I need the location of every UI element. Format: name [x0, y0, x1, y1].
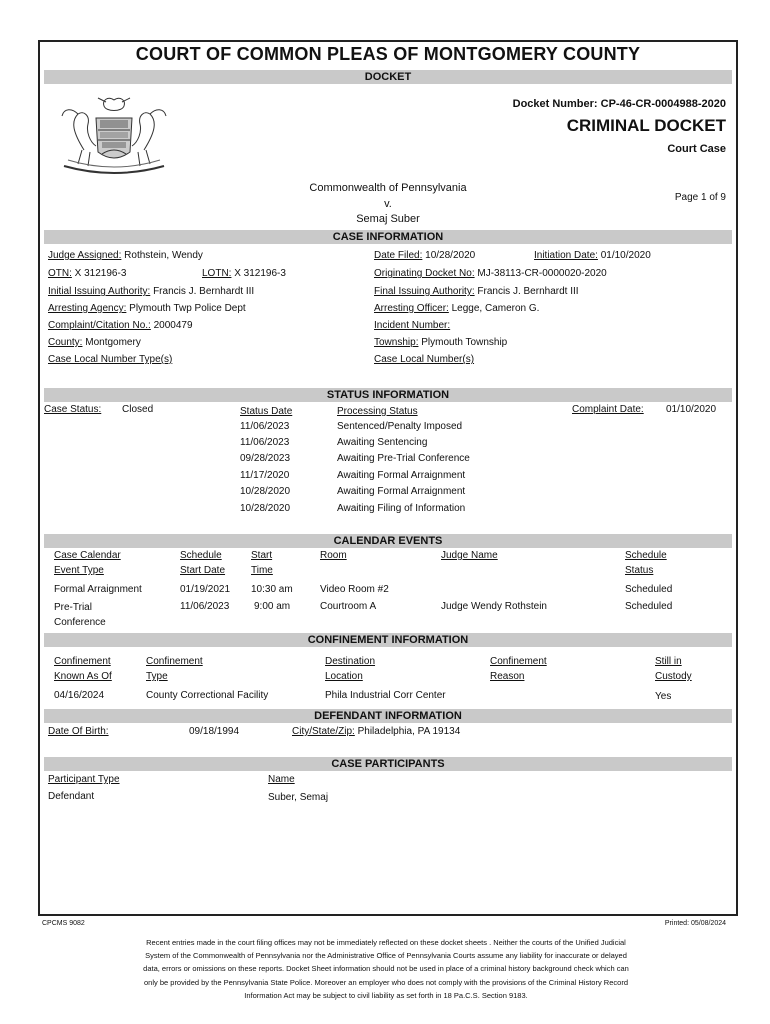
judge-row	[48, 250, 203, 261]
confinement-known-as-of-header: Confinement	[54, 656, 111, 667]
schedule-start-date-header: Schedule	[180, 550, 222, 561]
docket-number: Docket Number: CP-46-CR-0004988-2020	[512, 98, 726, 110]
status-date: 10/28/2020	[240, 503, 291, 514]
arresting-agency-value: Plymouth Twp Police Dept	[129, 303, 246, 314]
initiation-date-row	[534, 250, 651, 261]
status-date: 09/28/2023	[240, 453, 291, 464]
form-number: CPCMS 9082	[42, 920, 85, 927]
confinement-reason-header: Reason	[490, 671, 525, 682]
originating-docket-value: MJ-38113-CR-0000020-2020	[477, 268, 607, 279]
final-issuing-label: Final Issuing Authority:	[374, 286, 475, 297]
initiation-date-value: 01/10/2020	[600, 250, 651, 261]
complaint-date-value: 01/10/2020	[666, 404, 717, 415]
event-type-header: Event Type	[54, 565, 104, 576]
destination-location: Phila Industrial Corr Center	[325, 690, 446, 701]
confinement-known-as-of-header: Known As Of	[54, 671, 112, 682]
confinement-type-header: Confinement	[146, 656, 203, 667]
calendar-room: Video Room #2	[320, 584, 389, 595]
initiation-date-label: Initiation Date:	[534, 250, 598, 261]
status-date: 11/06/2023	[240, 421, 290, 432]
complaint-number-value: 2000479	[153, 320, 193, 331]
date-filed-value: 10/28/2020	[425, 250, 476, 261]
participant-type-header: Participant Type	[48, 774, 120, 785]
disclaimer	[80, 936, 692, 1002]
schedule-status-header: Schedule	[625, 550, 667, 561]
status-date: 11/06/2023	[240, 437, 290, 448]
lotn-row	[202, 268, 286, 279]
originating-docket-label: Originating Docket No:	[374, 268, 475, 279]
confinement-known-as-of: 04/16/2024	[54, 690, 105, 701]
complaint-number-row	[48, 320, 193, 331]
dob-value: 09/18/1994	[189, 726, 240, 737]
judge-value: Rothstein, Wendy	[124, 250, 203, 261]
city-state-zip-row	[292, 726, 460, 737]
case-kind: Court Case	[667, 143, 726, 155]
case-participants-bar: CASE PARTICIPANTS	[44, 757, 732, 771]
calendar-start-date: 01/19/2021	[180, 584, 231, 595]
township-label: Township:	[374, 337, 419, 348]
complaint-number-label: Complaint/Citation No.:	[48, 320, 151, 331]
lotn-value: X 312196-3	[234, 268, 286, 279]
processing-status-header: Processing Status	[337, 406, 418, 417]
disclaimer-line: Information Act may be subject to civil liability as set forth in 18 Pa.C.S. Section 9183.	[244, 990, 528, 1000]
initial-issuing-label: Initial Issuing Authority:	[48, 286, 151, 297]
court-title: COURT OF COMMON PLEAS OF MONTGOMERY COUNTY	[135, 44, 641, 64]
printed-date: Printed: 05/08/2024	[664, 920, 726, 927]
arresting-agency-label: Arresting Agency:	[48, 303, 127, 314]
event-type-header: Case Calendar	[54, 550, 121, 561]
document-type: CRIMINAL DOCKET	[566, 116, 726, 135]
otn-value: X 312196-3	[74, 268, 127, 279]
status-date: 11/17/2020	[240, 470, 290, 481]
caption-plaintiff: Commonwealth of Pennsylvania	[309, 182, 467, 194]
destination-location-header: Location	[325, 671, 363, 682]
page-number: Page 1 of 9	[674, 192, 726, 203]
arresting-officer-label: Arresting Officer:	[374, 303, 449, 314]
lotn-label: LOTN:	[202, 268, 232, 279]
otn-label: OTN:	[48, 268, 72, 279]
initial-issuing-row	[48, 286, 254, 297]
date-filed-label: Date Filed:	[374, 250, 423, 261]
otn-row	[48, 268, 126, 279]
date-filed-row	[374, 250, 475, 261]
county-label: County:	[48, 337, 83, 348]
caption-versus: v.	[384, 198, 392, 210]
processing-status: Awaiting Formal Arraignment	[337, 486, 466, 497]
arresting-agency-row	[48, 303, 246, 314]
confinement-type-header: Type	[146, 671, 168, 682]
still-in-custody: Yes	[655, 691, 672, 702]
calendar-events-bar: CALENDAR EVENTS	[44, 534, 732, 548]
processing-status: Awaiting Sentencing	[337, 437, 428, 448]
calendar-start-time: 10:30 am	[251, 584, 293, 595]
city-state-zip-label: City/State/Zip:	[292, 726, 355, 737]
start-time-header: Time	[251, 565, 273, 576]
county-row	[48, 337, 141, 348]
confinement-reason-header: Confinement	[490, 656, 547, 667]
confinement-information-bar: CONFINEMENT INFORMATION	[44, 633, 732, 647]
county-value: Montgomery	[85, 337, 141, 348]
schedule-status-header: Status	[625, 565, 654, 576]
disclaimer-line: System of the Commonwealth of Pennsylvania nor the Administrative Office of Pennsylvania Courts assume any liability for inaccurate or delayed	[145, 951, 627, 961]
case-status-value: Closed	[122, 404, 154, 415]
final-issuing-row	[374, 286, 579, 297]
processing-status: Awaiting Filing of Information	[337, 503, 466, 514]
calendar-judge: Judge Wendy Rothstein	[441, 601, 547, 612]
caption-defendant: Semaj Suber	[356, 213, 420, 225]
disclaimer-line: data, errors or omissions on these reports. Docket Sheet information should not be used in place of a criminal history background check which can	[143, 964, 629, 974]
docket-page	[38, 40, 738, 916]
defendant-information-bar: DEFENDANT INFORMATION	[44, 709, 732, 723]
docket-bar: DOCKET	[44, 70, 732, 84]
participant-name: Suber, Semaj	[268, 792, 329, 803]
township-value: Plymouth Township	[421, 337, 508, 348]
dob-label: Date Of Birth:	[48, 726, 109, 737]
case-status-label: Case Status:	[44, 404, 102, 415]
status-date-header: Status Date	[240, 406, 293, 417]
participant-type: Defendant	[48, 791, 95, 802]
status-date: 10/28/2020	[240, 486, 291, 497]
calendar-start-date: 11/06/2023	[180, 601, 230, 612]
case-local-number-label: Case Local Number(s)	[374, 354, 475, 365]
confinement-type: County Correctional Facility	[146, 690, 269, 701]
participant-name-header: Name	[268, 774, 295, 785]
room-header: Room	[320, 550, 347, 561]
calendar-start-time: 9:00 am	[254, 601, 291, 612]
township-row	[374, 337, 507, 348]
calendar-event-type: Formal Arraignment	[54, 584, 142, 595]
arresting-officer-row	[374, 303, 539, 314]
initial-issuing-value: Francis J. Bernhardt III	[153, 286, 255, 297]
judge-name-header: Judge Name	[441, 550, 498, 561]
still-in-custody-header: Custody	[655, 671, 692, 682]
disclaimer-line: Recent entries made in the court filing offices may not be immediately reflected on these docket sheets . Neither the courts of the Unified Judicial	[146, 938, 626, 947]
processing-status: Awaiting Formal Arraignment	[337, 470, 466, 481]
calendar-status: Scheduled	[625, 584, 673, 595]
arresting-officer-value: Legge, Cameron G.	[451, 303, 540, 314]
calendar-room: Courtroom A	[320, 601, 377, 612]
start-time-header: Start	[251, 550, 273, 561]
status-information-bar: STATUS INFORMATION	[44, 388, 732, 402]
case-local-number-type-label: Case Local Number Type(s)	[48, 354, 173, 365]
still-in-custody-header: Still in	[655, 656, 682, 667]
calendar-event-type: Conference	[54, 617, 106, 628]
final-issuing-value: Francis J. Bernhardt III	[477, 286, 579, 297]
disclaimer-line: only be provided by the Pennsylvania State Police. Moreover an employer who does not comply with the provisions of the Criminal History Record	[144, 977, 628, 987]
judge-label: Judge Assigned:	[48, 250, 122, 261]
originating-docket-row	[374, 268, 607, 279]
schedule-start-date-header: Start Date	[180, 565, 226, 576]
incident-number-label: Incident Number:	[374, 320, 451, 331]
city-state-zip-value: Philadelphia, PA 19134	[357, 726, 461, 737]
complaint-date-label: Complaint Date:	[572, 404, 644, 415]
processing-status: Sentenced/Penalty Imposed	[337, 421, 463, 432]
pennsylvania-seal-logo	[54, 94, 174, 176]
destination-location-header: Destination	[325, 656, 376, 667]
calendar-status: Scheduled	[625, 601, 673, 612]
processing-status: Awaiting Pre-Trial Conference	[337, 453, 470, 464]
case-information-bar: CASE INFORMATION	[44, 230, 732, 244]
calendar-event-type: Pre-Trial	[54, 602, 92, 613]
